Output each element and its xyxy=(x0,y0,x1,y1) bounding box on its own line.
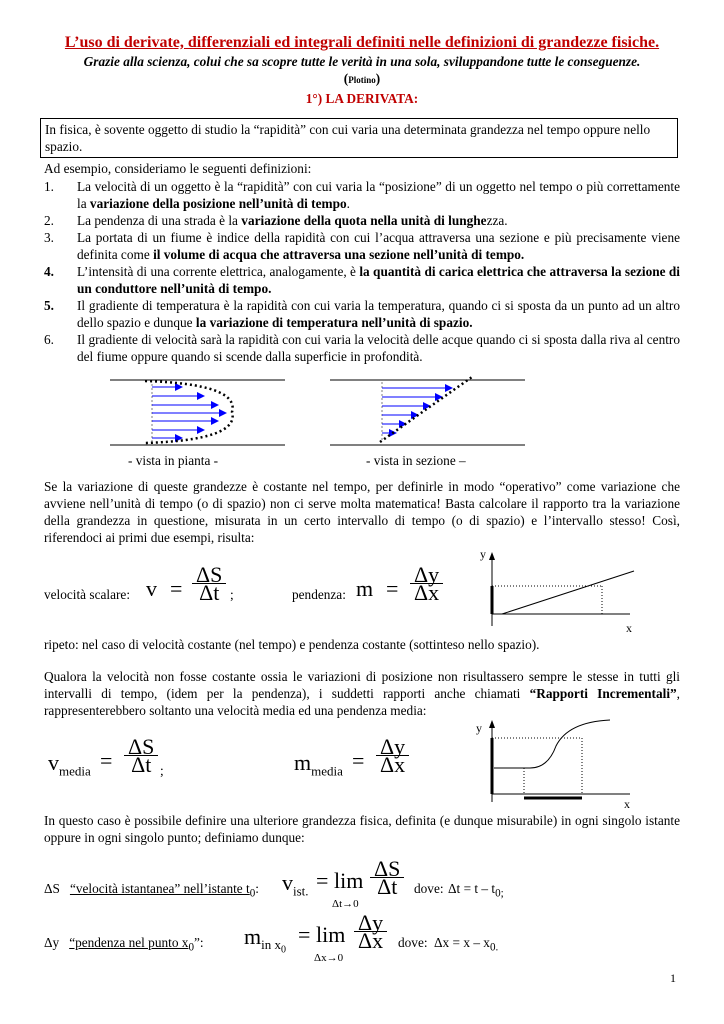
paragraph-define: In questo caso è possibile definire una ulteriore grandezza fisica, definita (e dunque misurabile) in ogni singolo istante oppure in ogni singolo punto; definiamo dunque: xyxy=(44,813,680,845)
equals-sign: = xyxy=(352,748,365,773)
def-label xyxy=(69,935,194,954)
plan-view-caption: - vista in pianta - xyxy=(128,453,219,468)
repeat-note: ripeto: nel caso di velocità costante (nel tempo) e pendenza costante (sottinteso nello spazio). xyxy=(44,637,540,652)
where-text: Δx = x – x xyxy=(434,935,490,950)
y-axis-label: y xyxy=(476,721,482,735)
def-label-sub: 0 xyxy=(249,887,256,900)
denominator: Δx xyxy=(380,752,406,777)
where-label: dove: xyxy=(398,935,428,950)
document-title: L’uso di derivate, differenziali ed integrali definiti nelle definizioni di grandezze fisiche. xyxy=(64,34,660,51)
list-bold: la quantità di carica elettrica che attraversa la sezione di un conduttore nell’unità di tempo. xyxy=(77,264,680,296)
limit-subscript: Δx→0 xyxy=(314,952,344,964)
separator: ; xyxy=(230,587,234,602)
numerator: ΔS xyxy=(192,566,226,584)
list-bold: variazione della quota nella unità di lunghe xyxy=(241,213,487,228)
instant-slope-fraction xyxy=(354,910,387,953)
section-view-caption: - vista in sezione – xyxy=(366,453,466,468)
list-item xyxy=(44,229,680,263)
slope-label: pendenza: xyxy=(292,587,346,602)
instant-velocity-symbol xyxy=(282,870,309,899)
where-sub: 0; xyxy=(495,887,504,900)
paragraph-constant: Se la variazione di queste grandezze è costante nel tempo, per definirle in modo “operativo” come variazione che avviene nell’unità di tempo (o di spazio) non ci serve molta matematica! Basta calcolare il rapporto tra la variazione della grandezza in questione, misurata in un certo intervallo di tempo (o di spazio) e l’intervallo stesso! Così, riferendoci ai primi due esempi, risulta: xyxy=(44,479,680,545)
avg-slope-symbol xyxy=(294,750,343,779)
list-text: L’intensità di una corrente elettrica, analogamente, è xyxy=(77,264,360,279)
denominator: Δt xyxy=(131,752,152,777)
definitions-list xyxy=(44,178,680,365)
list-item xyxy=(44,297,680,331)
numerator: ΔS xyxy=(124,738,158,756)
velocity-fraction xyxy=(192,562,226,605)
list-number: 2. xyxy=(44,213,54,228)
list-tail: zza. xyxy=(486,213,508,228)
where-sub: 0. xyxy=(489,941,499,954)
list-text: Il gradiente di velocità sarà la rapidità con cui varia la velocità delle acque quando ci si sposta dalla riva al centro del fiume oppure quando si scende dalla superficie in profondità. xyxy=(77,332,680,364)
v-symbol: v xyxy=(48,750,59,775)
author-quote: (Plotino) xyxy=(343,71,381,86)
slope-symbol: m xyxy=(356,576,374,601)
intro-box: In fisica, è sovente oggetto di studio la “rapidità” con cui varia una determinata grandezza nel tempo oppure nello spazio. xyxy=(40,118,678,158)
where-expression xyxy=(448,880,504,903)
instant-slope-symbol xyxy=(244,924,286,959)
linear-graph xyxy=(478,548,638,638)
denominator: Δt xyxy=(377,874,398,899)
y-axis-label: y xyxy=(480,548,486,561)
m-subscript: media xyxy=(311,763,343,779)
separator: ; xyxy=(160,763,164,778)
page-number: 1 xyxy=(670,971,676,985)
paragraph-variable xyxy=(44,668,680,719)
paragraph-tail: , rappresenterebbero soltanto una velocità media ed una pendenza media: xyxy=(44,686,680,718)
where-label: dove: xyxy=(414,881,444,896)
section-view-figure xyxy=(320,372,530,452)
equals-sign: = xyxy=(316,868,329,893)
list-bold: il volume di acqua che attraversa una sezione nell’unità di tempo. xyxy=(153,247,525,262)
denominator: Δx xyxy=(414,580,440,605)
list-text: Il gradiente di temperatura è la rapidità con cui varia la temperatura, quando ci si sposta da un punto ad un altro dello spazio e dunque xyxy=(77,298,680,330)
def-colon: : xyxy=(255,881,259,896)
m-subscript-2: 0 xyxy=(281,944,286,956)
list-number: 6. xyxy=(44,332,54,347)
paragraph-text: Qualora la velocità non fosse costante ossia le variazioni di posizione non risultassero sempre le stesse in tutti gli intervalli di tempo, (idem per la pendenza), i suddetti rapporti anche chiamati xyxy=(44,669,680,701)
equals-sign: = xyxy=(386,576,399,601)
limit-operator: lim xyxy=(334,868,364,893)
v-subscript: ist. xyxy=(293,883,309,899)
plan-view-figure xyxy=(100,372,300,452)
velocity-symbol: v xyxy=(146,576,157,601)
instant-velocity-fraction xyxy=(370,856,404,899)
def-label xyxy=(69,881,256,900)
equals-sign: = xyxy=(100,748,113,773)
numerator: ΔS xyxy=(370,860,404,878)
list-bold: la variazione di temperatura nell’unità di spazio. xyxy=(195,315,473,330)
list-number: 5. xyxy=(44,298,54,313)
list-number: 1. xyxy=(44,179,54,194)
where-expression xyxy=(434,934,498,957)
m-symbol: m xyxy=(294,750,312,775)
curve-graph xyxy=(474,716,638,812)
equals-sign: = xyxy=(170,576,183,601)
x-axis-label: x xyxy=(626,621,632,635)
equals-sign: = xyxy=(298,922,311,947)
list-bold: variazione della posizione nell’unità di tempo xyxy=(89,196,347,211)
slope-fraction xyxy=(410,562,443,605)
list-number: 3. xyxy=(44,230,54,245)
m-subscript: in x xyxy=(261,937,281,953)
denominator: Δt xyxy=(199,580,220,605)
velocity-label: velocità scalare: xyxy=(44,587,131,602)
list-item xyxy=(44,263,680,297)
numerator: Δy xyxy=(354,914,387,932)
document-subtitle: Grazie alla scienza, colui che sa scopre tutte le verità in una sola, sviluppandone tutte le conseguenze. xyxy=(83,54,641,69)
def-label-sub: 0 xyxy=(188,941,194,954)
section-heading: 1°) LA DERIVATA: xyxy=(305,91,419,106)
list-item xyxy=(44,178,680,212)
where-text: Δt = t – t xyxy=(448,881,496,896)
def-colon: ”: xyxy=(194,935,204,950)
definition-1-label xyxy=(44,880,259,903)
list-item xyxy=(44,331,680,365)
definition-2-label xyxy=(44,934,204,957)
denominator: Δx xyxy=(358,928,384,953)
examples-intro: Ad esempio, consideriamo le seguenti definizioni: xyxy=(44,161,312,176)
numerator: Δy xyxy=(410,566,443,584)
avg-slope-fraction xyxy=(376,734,409,777)
list-tail: . xyxy=(346,196,350,211)
def-number: Δy xyxy=(44,935,60,950)
limit-subscript: Δt→0 xyxy=(332,898,359,910)
m-symbol: m xyxy=(244,924,262,949)
v-symbol: v xyxy=(282,870,293,895)
paragraph-bold: “Rapporti Incrementali” xyxy=(529,686,677,701)
def-label-text: “pendenza nel punto x xyxy=(69,935,189,950)
avg-velocity-fraction xyxy=(124,734,158,777)
list-text: La velocità di un oggetto è la “rapidità” con cui varia la “posizione” di un oggetto nel tempo o più correttamente la xyxy=(77,179,680,211)
list-number: 4. xyxy=(44,264,54,279)
def-label-text: “velocità istantanea” nell’istante t xyxy=(69,881,250,896)
x-axis-label: x xyxy=(624,797,630,811)
list-text: La pendenza di una strada è la xyxy=(77,213,242,228)
limit-operator: lim xyxy=(316,922,346,947)
def-number: ΔS xyxy=(44,881,60,896)
list-text: La portata di un fiume è indice della rapidità con cui l’acqua attraversa una sezione e più precisamente viene definita come xyxy=(77,230,680,262)
list-item xyxy=(44,212,680,229)
author-name: Plotino xyxy=(348,75,376,85)
v-subscript: media xyxy=(59,763,91,779)
avg-velocity-symbol xyxy=(48,750,91,779)
numerator: Δy xyxy=(376,738,409,756)
